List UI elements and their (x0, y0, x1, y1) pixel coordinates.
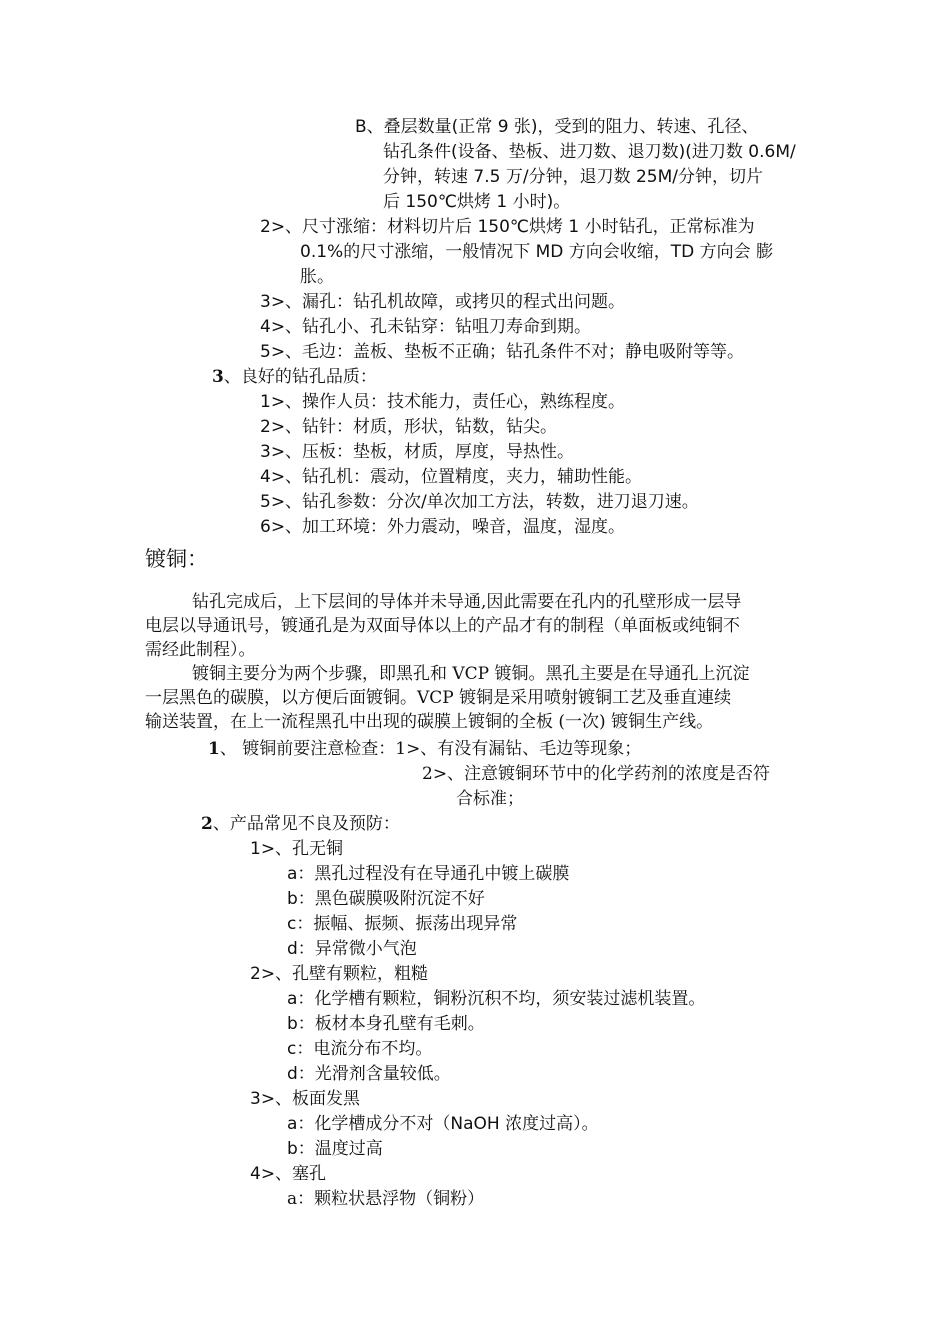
defect-cause: b：温度过高 (287, 1139, 383, 1159)
defect-cause: d：光滑剂含量较低。 (287, 1064, 451, 1084)
defect-cause: c：电流分布不均。 (287, 1039, 433, 1059)
defects-heading: 2、产品常见不良及预防： (201, 814, 400, 834)
section-heading: 镀铜： (145, 547, 208, 571)
quality-item: 2>、钻针：材质，形状，钻数，钻尖。 (260, 417, 558, 437)
defect-item: 5>、毛边：盖板、垫板不正确；钻孔条件不对；静电吸附等等。 (260, 342, 745, 362)
paragraph-line: 电层以导通讯号，镀通孔是为双面导体以上的产品才有的制程（单面板或纯铜不 (145, 616, 740, 636)
defect-item: 3>、漏孔：钻孔机故障，或拷贝的程式出问题。 (260, 292, 626, 312)
b-item-line: B、叠层数量(正常 9 张)，受到的阻力、转速、孔径、 (355, 117, 759, 137)
defect-cause: a：黑孔过程没有在导通孔中镀上碳膜 (287, 864, 570, 884)
quality-item: 5>、钻孔参数：分次/单次加工方法，转数，进刀退刀速。 (260, 492, 699, 512)
defect-cause: c：振幅、振频、振荡出现异常 (287, 914, 518, 934)
b-item-line: 钻孔条件(设备、垫板、进刀数、退刀数)(进刀数 0.6M/ (383, 142, 796, 162)
check-item: 1、 镀铜前要注意检查：1>、有没有漏钻、毛边等现象； (208, 739, 642, 759)
quality-item: 1>、操作人员：技术能力，责任心，熟练程度。 (260, 392, 626, 412)
defect-item-cont: 0.1%的尺寸涨缩，一般情况下 MD 方向会收缩，TD 方向会 膨 (300, 242, 774, 262)
defect-group-title: 3>、板面发黑 (250, 1089, 361, 1109)
check-item-cont: 合标准； (456, 789, 524, 809)
check-item-cont: 2>、注意镀铜环节中的化学药剂的浓度是否符 (422, 764, 771, 784)
defect-cause: b：黑色碳膜吸附沉淀不好 (287, 889, 485, 909)
defect-cause: a：颗粒状悬浮物（铜粉） (287, 1189, 485, 1209)
paragraph-line: 需经此制程）。 (145, 640, 256, 660)
defect-item: 2>、尺寸涨缩：材料切片后 150℃烘烤 1 小时钻孔，正常标准为 (260, 217, 755, 237)
quality-item: 6>、加工环境：外力震动，噪音，温度，湿度。 (260, 517, 626, 537)
defect-cause: d：异常微小气泡 (287, 939, 417, 959)
paragraph-line: 钻孔完成后，上下层间的导体并未导通,因此需要在孔内的孔壁形成一层导 (192, 592, 742, 612)
quality-heading: 3、良好的钻孔品质： (212, 367, 377, 387)
defect-item-cont: 胀。 (300, 267, 334, 287)
defect-group-title: 2>、孔壁有颗粒，粗糙 (250, 964, 429, 984)
quality-item: 3>、压板：垫板，材质，厚度，导热性。 (260, 442, 575, 462)
defect-item: 4>、钻孔小、孔未钻穿：钻咀刀寿命到期。 (260, 317, 592, 337)
paragraph-line: 一层黑色的碳膜，以方便后面镀铜。VCP 镀铜是采用喷射镀铜工艺及垂直連续 (145, 688, 732, 708)
defect-cause: a：化学槽成分不对（NaOH 浓度过高）。 (287, 1114, 599, 1134)
defect-group-title: 4>、塞孔 (250, 1164, 327, 1184)
defect-cause: a：化学槽有颗粒，铜粉沉积不均，须安装过滤机装置。 (287, 989, 706, 1009)
b-item-line: 分钟，转速 7.5 万/分钟，退刀数 25M/分钟，切片 (383, 167, 764, 187)
quality-item: 4>、钻孔机：震动，位置精度，夹力，辅助性能。 (260, 467, 643, 487)
defect-cause: b：板材本身孔壁有毛刺。 (287, 1014, 485, 1034)
b-item-line: 后 150℃烘烤 1 小时)。 (383, 192, 571, 212)
defect-group-title: 1>、孔无铜 (250, 839, 344, 859)
paragraph-line: 输送装置，在上一流程黑孔中出现的碳膜上镀铜的全板 (一次) 镀铜生产线。 (145, 712, 714, 732)
paragraph-line: 镀铜主要分为两个步骤，即黑孔和 VCP 镀铜。黑孔主要是在导通孔上沉淀 (192, 664, 750, 684)
